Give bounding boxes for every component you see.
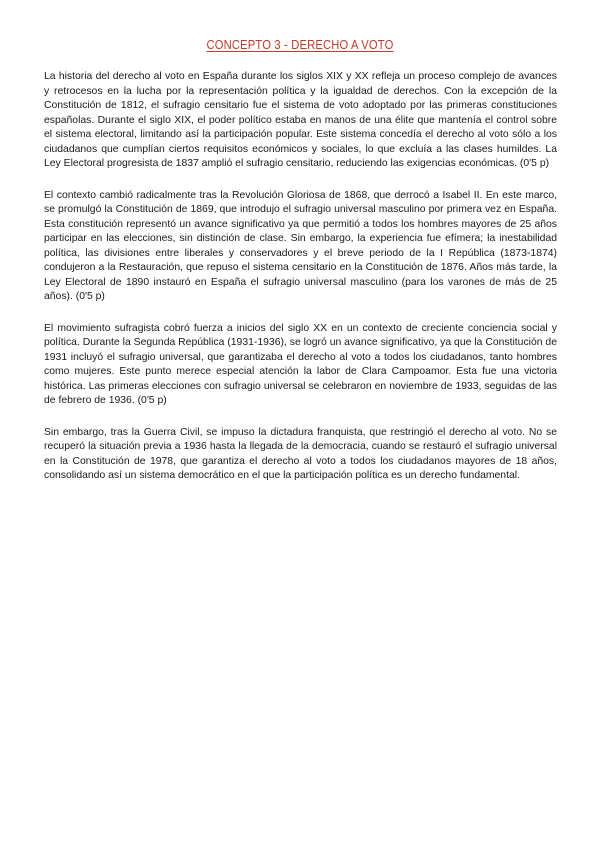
document-body	[44, 70, 557, 501]
paragraph-2: El contexto cambió radicalmente tras la Revolución Gloriosa de 1868, que derrocó a Isabel II. En este marco, se promulgó la Constitución de 1869, que introdujo el sufragio universal masculino por primera vez en España. Esta constitución representó un avance significativo ya que permitió a todos los hombres mayores de 25 años participar en las elecciones, sin distinción de clase. Sin embargo, la experiencia fue efímera; la inestabilidad política, las divisiones entre liberales y conservadores y el breve periodo de la I República (1873-1874) condujeron a la Restauración, que repuso el sistema censitario en la Constitución de 1876. Años más tarde, la Ley Electoral de 1890 instauró en España el sufragio universal masculino (para los varones de más de 25 años). (0'5 p)	[44, 189, 557, 302]
paragraph-4: Sin embargo, tras la Guerra Civil, se impuso la dictadura franquista, que restringió el derecho al voto. No se recuperó la situación previa a 1936 hasta la llegada de la democracia, cuando se restauró el sufragio universal en la Constitución de 1978, que garantiza el derecho al voto a todos los ciudadanos mayores de 18 años, consolidando así un sistema democrático en el que la participación política es un derecho fundamental.	[44, 426, 557, 481]
paragraph-3: El movimiento sufragista cobró fuerza a inicios del siglo XX en un contexto de creciente conciencia social y política. Durante la Segunda República (1931-1936), se logró un avance significativo, ya que la Constitución de 1931 incluyó el sufragio universal, que garantizaba el derecho al voto a todos los ciudadanos, tanto hombres como mujeres. Este punto merece especial atención la labor de Clara Campoamor. Esta fue una victoria histórica. Las primeras elecciones con sufragio universal se celebraron en noviembre de 1933, seguidas de las de febrero de 1936. (0'5 p)	[44, 322, 557, 406]
page-title: CONCEPTO 3 - DERECHO A VOTO	[206, 37, 394, 52]
paragraph-1: La historia del derecho al voto en España durante los siglos XIX y XX refleja un proceso complejo de avances y retrocesos en la lucha por la representación política y la igualdad de derechos. Con la excepción de la Constitución de 1812, el sufragio censitario fue el sistema de voto adoptado por las primeras constituciones españolas. Durante el siglo XIX, el poder político estaba en manos de una élite que mantenía el control sobre el sistema electoral, limitando así la participación popular. Este sistema concedía el derecho al voto sólo a los ciudadanos que cumplían ciertos requisitos económicos y sociales, lo que excluía a las clases humildes. La Ley Electoral progresista de 1837 amplió el sufragio censitario, reduciendo las exigencias económicas. (0'5 p)	[44, 71, 557, 169]
